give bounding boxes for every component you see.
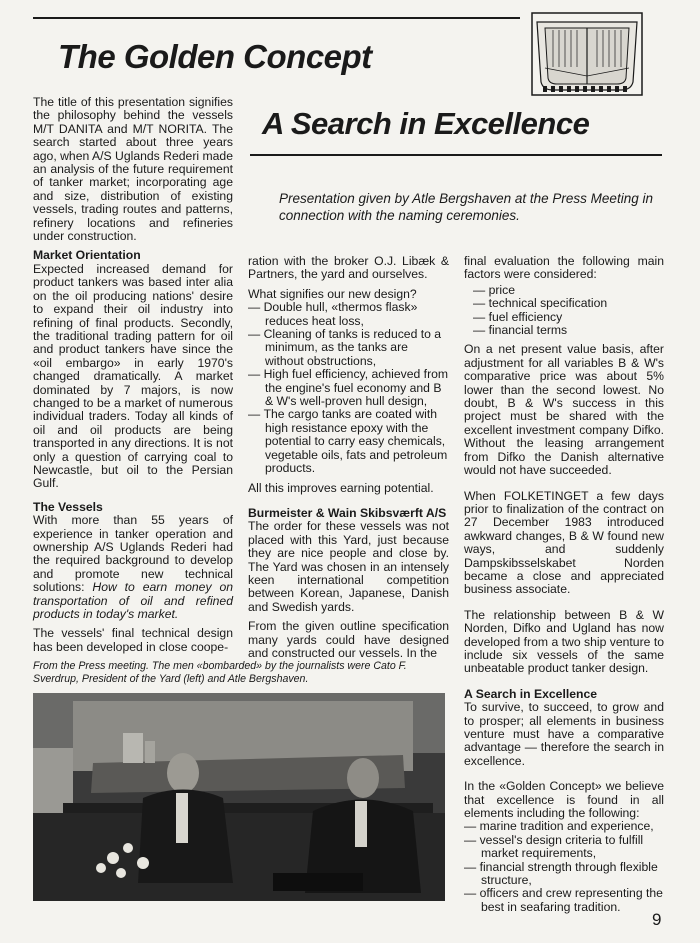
- golden-concept-list: [464, 820, 664, 914]
- bw-text: The order for these vessels was not placed with this Yard, just because they are nice people and close by. The Yard was chosen in an intensely keen international competition between Korean, Japanese, Danish and Swedish yards.: [248, 519, 449, 614]
- press-meeting-photo: [33, 693, 445, 901]
- list-item: — financial terms: [464, 324, 664, 337]
- search-excellence-text: To survive, to succeed, to grow and to prosper; all elements in business venture must have a comparative advantage — therefore the search in excellence.: [464, 700, 664, 768]
- golden-concept-text: In the «Golden Concept» we believe that excellence is found in all elements including the following:: [464, 779, 664, 821]
- vessels-text-2: The vessels' final technical design has been developed in close coope-: [33, 626, 233, 654]
- col3-paragraph-3: When FOLKETINGET a few days prior to finalization of the contract on 27 December 1983 introduced awkward changes, B & W found new ways, and suddenly Dampskibsselskabet Norden became a close and appreciated business associate.: [464, 488, 664, 597]
- col2-paragraph-1: ration with the broker O.J. Libæk & Partners, the yard and ourselves.: [248, 254, 449, 282]
- list-item: — vessel's design criteria to fulfill market requirements,: [464, 834, 664, 861]
- vessels-italic-text: How to earn money on transportation of oil and refined products in today's market.: [33, 580, 233, 622]
- press-meeting-scene: [33, 693, 445, 901]
- top-rule: [33, 17, 520, 19]
- design-question: What signifies our new design?: [248, 286, 417, 301]
- col3-paragraph-4: The relationship between B & W Norden, Difko and Ugland has now developed from a two ship venture to include six vessels of the same unbeatable product tanker design.: [464, 607, 664, 676]
- column-2: [248, 255, 449, 666]
- vessels-text: With more than 55 years of experience in tanker operation and ownership A/S Uglands Rederi had the required background to develop and promote new technical solutions: How to earn money on transportation of oil and refined products in today's market.: [33, 513, 233, 622]
- list-item: — marine tradition and experience,: [464, 820, 664, 833]
- col3-paragraph-2: On a net present value basis, after adjustment for all variables B & W's comparative price was about 5% lower than the second lowest. No doubt, B & W's success in this project must be shared with the excellent investment company Difko. Without the leasing arrangement from Difko the Danish alternative would not have succeeded.: [464, 342, 664, 478]
- list-item: — price: [464, 284, 664, 297]
- tanker-cross-section-illustration: [531, 12, 643, 96]
- page-title: The Golden Concept: [58, 38, 372, 75]
- vessels-heading: The Vessels: [33, 499, 103, 514]
- bw-heading: Burmeister & Wain Skibsværft A/S: [248, 505, 447, 520]
- article-title: A Search in Excellence: [262, 106, 590, 141]
- page-number: 9: [652, 910, 662, 929]
- list-item: — fuel efficiency: [464, 311, 664, 324]
- list-item: — Double hull, «thermos flask» reduces heat loss,: [248, 301, 449, 328]
- list-item: — financial strength through flexible structure,: [464, 861, 664, 888]
- search-excellence-heading: A Search in Excellence: [464, 686, 598, 701]
- bw-text-2: From the given outline specification many yards could have designed and constructed our vessels. In the: [248, 619, 449, 660]
- design-list: [248, 301, 449, 475]
- list-item: — High fuel efficiency, achieved from the engine's fuel economy and B & W's well-proven hull design,: [248, 368, 449, 408]
- photo-caption: From the Press meeting. The men «bombarded» by the journalists were Cato F. Sverdrup, President of the Yard (left) and Atle Bergshaven.: [33, 660, 407, 685]
- market-orientation-heading: Market Orientation: [33, 248, 141, 263]
- market-orientation-text: Expected increased demand for product tankers was based inter alia on the oil producing nations' desire to expand their oil industry into refining of final products. Secondly, the traditional trading pattern for oil and product tankers have since the «oil embargo» in early 1970's changed dramatically. A market dominated by 7 majors, is now changed to be a market of numerous individual traders. Today all kinds of oil and oil products are being transported in any directions. It is not only a question of carrying coal to Newcastle, but oil to the Persian Gulf.: [33, 261, 233, 491]
- list-item: — technical specification: [464, 297, 664, 310]
- col3-paragraph-1: final evaluation the following main factors were considered:: [464, 254, 664, 282]
- intro-paragraph: The title of this presentation signifies the philosophy behind the vessels M/T DANITA and M/T NORITA. The search started about three years ago, when A/S Uglands Rederi made an analysis of the future requirement of tanker market; incorporating age and size, distribution of existing vessels, trading routes and patterns, refinery locations and refineries under construction.: [33, 95, 233, 244]
- column-3: [464, 255, 664, 920]
- list-item: — Cleaning of tanks is reduced to a minimum, as the tanks are without obstructions,: [248, 328, 449, 368]
- factors-list: [464, 284, 664, 338]
- column-1: [33, 96, 233, 660]
- col2-paragraph-2: All this improves earning potential.: [248, 480, 434, 495]
- title-rule: [250, 154, 662, 156]
- list-item: — officers and crew representing the best in seafaring tradition.: [464, 887, 664, 914]
- list-item: — The cargo tanks are coated with high resistance epoxy with the potential to carry easy chemicals, vegetable oils, fats and petroleum products.: [248, 408, 449, 475]
- presentation-note: Presentation given by Atle Bergshaven at the Press Meeting in connection with the naming ceremonies.: [279, 191, 653, 223]
